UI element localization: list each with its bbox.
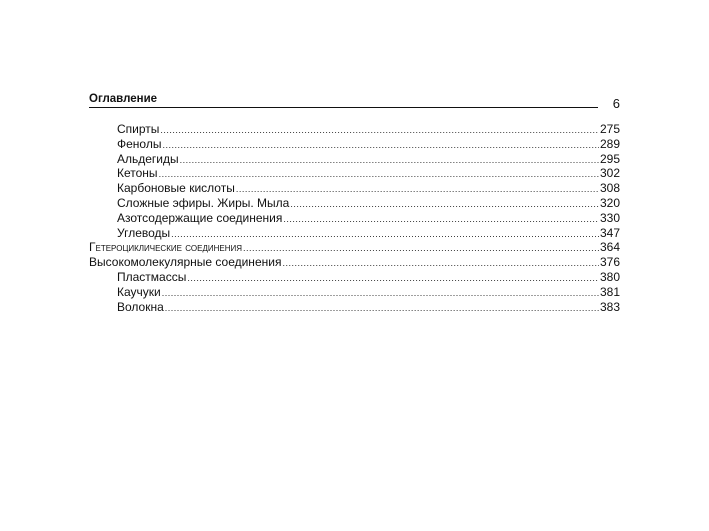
header-rule bbox=[89, 107, 598, 108]
toc-entry-title: Карбоновые кислоты bbox=[117, 181, 235, 196]
toc-entry-page: 364 bbox=[599, 240, 620, 255]
dot-leader bbox=[180, 153, 599, 168]
dot-leader bbox=[290, 197, 599, 212]
toc-entry bbox=[89, 166, 620, 181]
toc-entry-title: Высокомолекулярные соединения bbox=[89, 255, 282, 270]
dot-leader bbox=[160, 123, 599, 138]
toc-entry bbox=[89, 211, 620, 226]
toc-entry-title: Кетоны bbox=[117, 166, 158, 181]
toc-entry-page: 289 bbox=[599, 136, 620, 151]
toc-entry bbox=[89, 226, 620, 241]
toc-entry-page: 320 bbox=[599, 195, 620, 210]
toc-entry-title: Азотсодержащие соединения bbox=[117, 210, 283, 225]
toc-entry bbox=[89, 122, 620, 137]
toc-entry bbox=[89, 240, 620, 255]
toc-entry-page: 376 bbox=[599, 255, 620, 270]
toc-entry-page: 381 bbox=[599, 284, 620, 299]
toc-entry-title: Пластмассы bbox=[117, 269, 187, 284]
dot-leader bbox=[165, 301, 599, 316]
toc-entry bbox=[89, 152, 620, 167]
toc-entry-title: Каучуки bbox=[117, 284, 161, 299]
toc-entry-page: 383 bbox=[599, 299, 620, 314]
toc-entry-title: Гетероциклические соединения bbox=[89, 240, 243, 255]
toc-entry-title: Фенолы bbox=[117, 136, 162, 151]
toc-entry bbox=[89, 285, 620, 300]
toc-entry-page: 302 bbox=[599, 166, 620, 181]
dot-leader bbox=[283, 212, 599, 227]
toc-entry-title: Сложные эфиры. Жиры. Мыла bbox=[117, 195, 290, 210]
table-of-contents bbox=[89, 122, 620, 314]
dot-leader bbox=[282, 256, 599, 271]
toc-entry bbox=[89, 300, 620, 315]
toc-entry-page: 380 bbox=[599, 269, 620, 284]
toc-entry-page: 295 bbox=[599, 151, 620, 166]
toc-entry bbox=[89, 137, 620, 152]
dot-leader bbox=[162, 138, 599, 153]
toc-entry bbox=[89, 255, 620, 270]
toc-entry bbox=[89, 181, 620, 196]
toc-entry-title: Углеводы bbox=[117, 225, 171, 240]
toc-entry-title: Волокна bbox=[117, 299, 164, 314]
toc-entry-title: Спирты bbox=[117, 122, 160, 136]
dot-leader bbox=[187, 271, 599, 286]
dot-leader bbox=[159, 167, 599, 182]
toc-entry-page: 347 bbox=[599, 225, 620, 240]
dot-leader bbox=[236, 182, 599, 197]
header-title: Оглавление bbox=[89, 93, 158, 105]
toc-entry-page: 308 bbox=[599, 181, 620, 196]
toc-entry bbox=[89, 270, 620, 285]
dot-leader bbox=[243, 241, 599, 256]
dot-leader bbox=[171, 227, 599, 242]
toc-entry-page: 330 bbox=[599, 210, 620, 225]
page-number: 6 bbox=[612, 96, 620, 111]
dot-leader bbox=[162, 286, 599, 301]
running-header bbox=[89, 92, 620, 112]
toc-entry-page: 275 bbox=[599, 122, 620, 136]
toc-entry-title: Альдегиды bbox=[117, 151, 179, 166]
toc-entry bbox=[89, 196, 620, 211]
